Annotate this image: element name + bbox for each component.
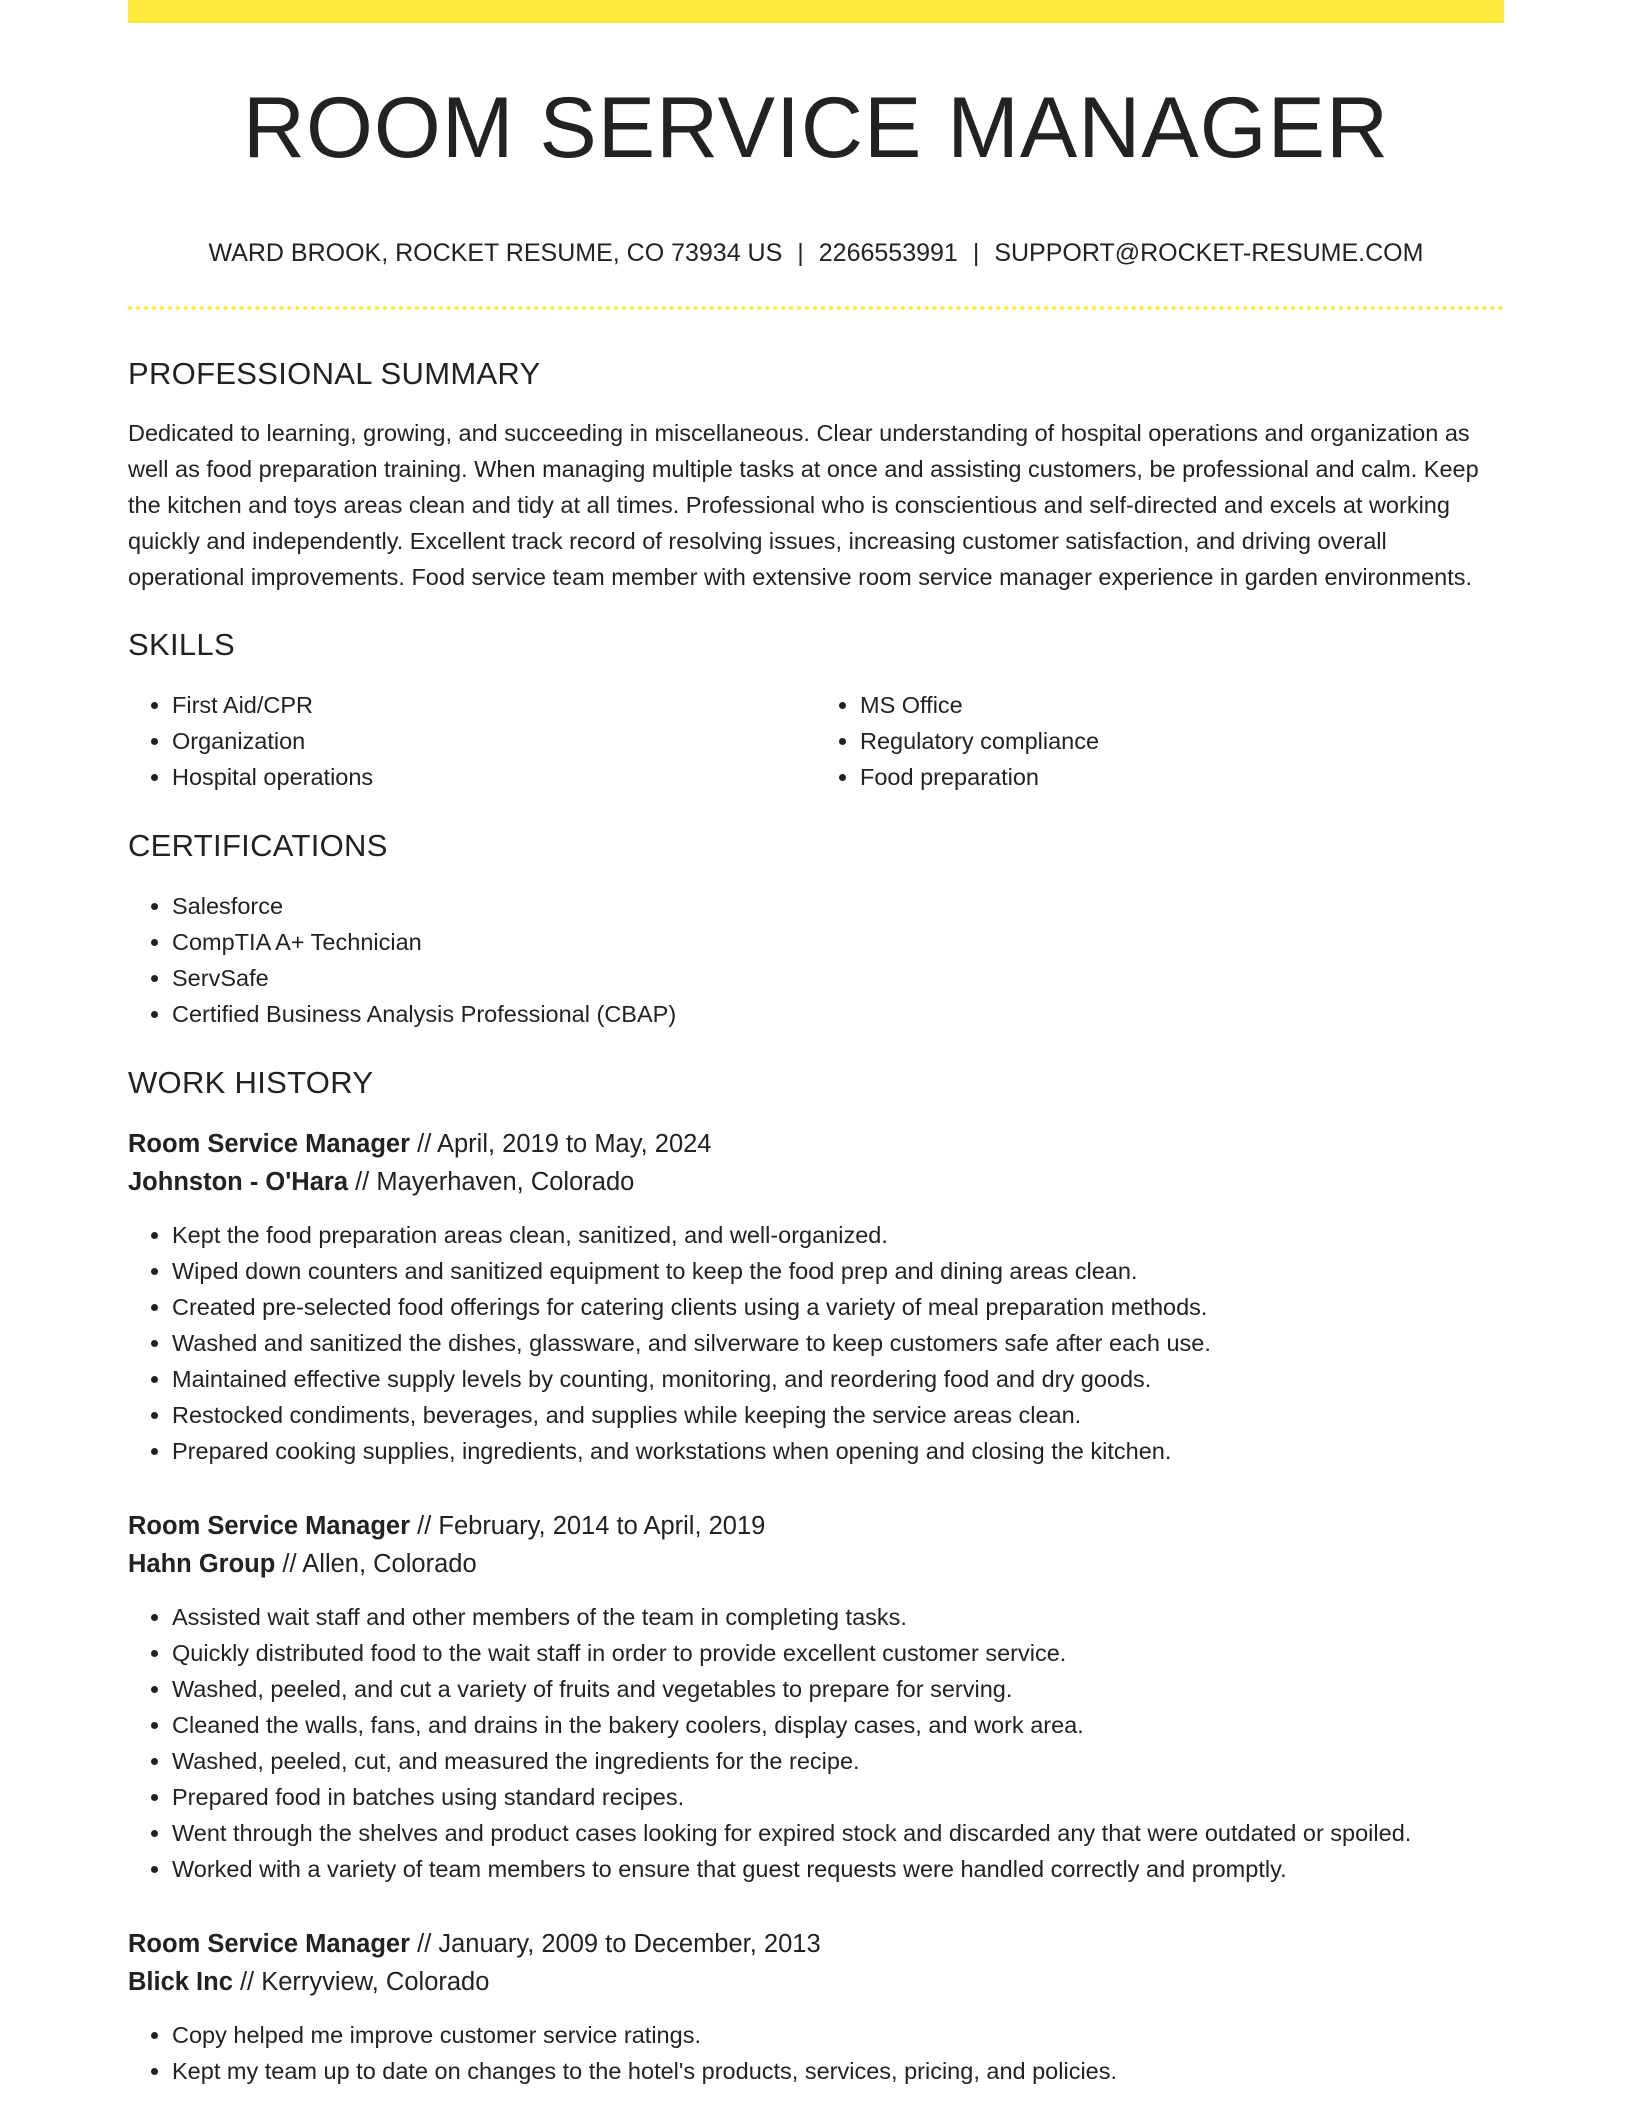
job-company-line	[128, 1963, 1504, 2001]
dotted-divider	[128, 306, 1504, 310]
email: SUPPORT@ROCKET-RESUME.COM	[994, 238, 1424, 267]
job-dates: April, 2019 to May, 2024	[436, 1129, 712, 1158]
job-entry	[128, 1925, 1504, 2089]
job-company: Blick Inc	[128, 1967, 233, 1996]
separator: //	[275, 1549, 303, 1578]
job-title: Room Service Manager	[128, 1129, 411, 1158]
job-company-line	[128, 1163, 1504, 1201]
job-title: Room Service Manager	[128, 1511, 411, 1540]
job-company: Johnston - O'Hara	[128, 1167, 348, 1196]
job-bullet: • Prepared food in batches using standard recipes.	[172, 1779, 1504, 1815]
job-bullet: • Copy helped me improve customer service ratings.	[172, 2017, 1504, 2053]
job-bullet: • Cleaned the walls, fans, and drains in the bakery coolers, display cases, and work area.	[172, 1707, 1504, 1743]
certification-item: • ServSafe	[172, 960, 1504, 996]
job-entry	[128, 1507, 1504, 1887]
certifications-heading: CERTIFICATIONS	[128, 827, 388, 863]
job-company: Hahn Group	[128, 1549, 276, 1578]
job-dates: February, 2014 to April, 2019	[438, 1511, 766, 1540]
skill-item: • Food preparation	[860, 759, 1504, 795]
job-bullets	[128, 2017, 1504, 2089]
resume-page	[128, 0, 1504, 2089]
job-bullet: • Kept the food preparation areas clean, sanitized, and well-organized.	[172, 1217, 1504, 1253]
job-location: Allen, Colorado	[302, 1549, 477, 1578]
skill-item: • MS Office	[860, 687, 1504, 723]
summary-heading: PROFESSIONAL SUMMARY	[128, 355, 541, 391]
separator: //	[410, 1129, 437, 1158]
job-bullet: • Washed and sanitized the dishes, glassware, and silverware to keep customers safe after each use.	[172, 1325, 1504, 1361]
skills-left-list	[128, 687, 816, 795]
skill-item: • Regulatory compliance	[860, 723, 1504, 759]
job-title: Room Service Manager	[128, 1929, 411, 1958]
summary-text: Dedicated to learning, growing, and succeeding in miscellaneous. Clear understanding of hospital operations and organization as well as food preparation training. When managing multiple tasks at once and assisting customers, be professional and calm. Keep the kitchen and toys areas clean and tidy at all times. Professional who is conscientious and self-directed and excels at working quickly and independently. Excellent track record of resolving issues, increasing customer satisfaction, and driving overall operational improvements. Food service team member with extensive room service manager experience in garden environments.	[128, 419, 1479, 590]
skills-heading: SKILLS	[128, 626, 235, 662]
skills-right-list	[816, 687, 1504, 795]
job-bullet: • Maintained effective supply levels by counting, monitoring, and reordering food and dry goods.	[172, 1361, 1504, 1397]
address: WARD BROOK, ROCKET RESUME, CO 73934 US	[208, 238, 783, 267]
contact-line	[128, 238, 1504, 268]
job-entry	[128, 1125, 1504, 1469]
separator: //	[348, 1167, 377, 1196]
job-bullet: • Restocked condiments, beverages, and supplies while keeping the service areas clean.	[172, 1397, 1504, 1433]
job-title-line	[128, 1125, 1504, 1163]
job-bullet: • Created pre-selected food offerings for catering clients using a variety of meal preparation methods.	[172, 1289, 1504, 1325]
skill-item: • First Aid/CPR	[172, 687, 816, 723]
job-bullets	[128, 1599, 1504, 1887]
separator: //	[232, 1967, 262, 1996]
separator: |	[797, 238, 804, 267]
job-bullet: • Kept my team up to date on changes to the hotel's products, services, pricing, and policies.	[172, 2053, 1504, 2089]
job-bullet: • Washed, peeled, and cut a variety of fruits and vegetables to prepare for serving.	[172, 1671, 1504, 1707]
job-bullet: • Prepared cooking supplies, ingredients, and workstations when opening and closing the kitchen.	[172, 1433, 1504, 1469]
skills-grid	[128, 687, 1504, 795]
job-bullet: • Worked with a variety of team members to ensure that guest requests were handled correctly and promptly.	[172, 1851, 1504, 1887]
separator: //	[410, 1511, 439, 1540]
job-title-line	[128, 1925, 1504, 1963]
resume-title: ROOM SERVICE MANAGER	[242, 80, 1390, 176]
skill-item: • Organization	[172, 723, 816, 759]
phone: 2266553991	[818, 238, 958, 267]
job-bullet: • Washed, peeled, cut, and measured the ingredients for the recipe.	[172, 1743, 1504, 1779]
certifications-list	[128, 888, 1504, 1032]
job-dates: January, 2009 to December, 2013	[438, 1929, 821, 1958]
job-company-line	[128, 1545, 1504, 1583]
job-bullet: • Wiped down counters and sanitized equipment to keep the food prep and dining areas clean.	[172, 1253, 1504, 1289]
separator: |	[972, 238, 980, 267]
job-location: Kerryview, Colorado	[261, 1967, 490, 1996]
job-title-line	[128, 1507, 1504, 1545]
certification-item: • Certified Business Analysis Professional (CBAP)	[172, 996, 1504, 1032]
job-bullets	[128, 1217, 1504, 1469]
work-history-heading: WORK HISTORY	[128, 1064, 374, 1100]
certification-item: • CompTIA A+ Technician	[172, 924, 1504, 960]
separator: //	[410, 1929, 439, 1958]
job-bullet: • Went through the shelves and product cases looking for expired stock and discarded any that were outdated or spoiled.	[172, 1815, 1504, 1851]
certification-item: • Salesforce	[172, 888, 1504, 924]
job-bullet: • Assisted wait staff and other members of the team in completing tasks.	[172, 1599, 1504, 1635]
job-location: Mayerhaven, Colorado	[376, 1167, 635, 1196]
accent-bar	[128, 0, 1504, 23]
job-bullet: • Quickly distributed food to the wait staff in order to provide excellent customer service.	[172, 1635, 1504, 1671]
skill-item: • Hospital operations	[172, 759, 816, 795]
